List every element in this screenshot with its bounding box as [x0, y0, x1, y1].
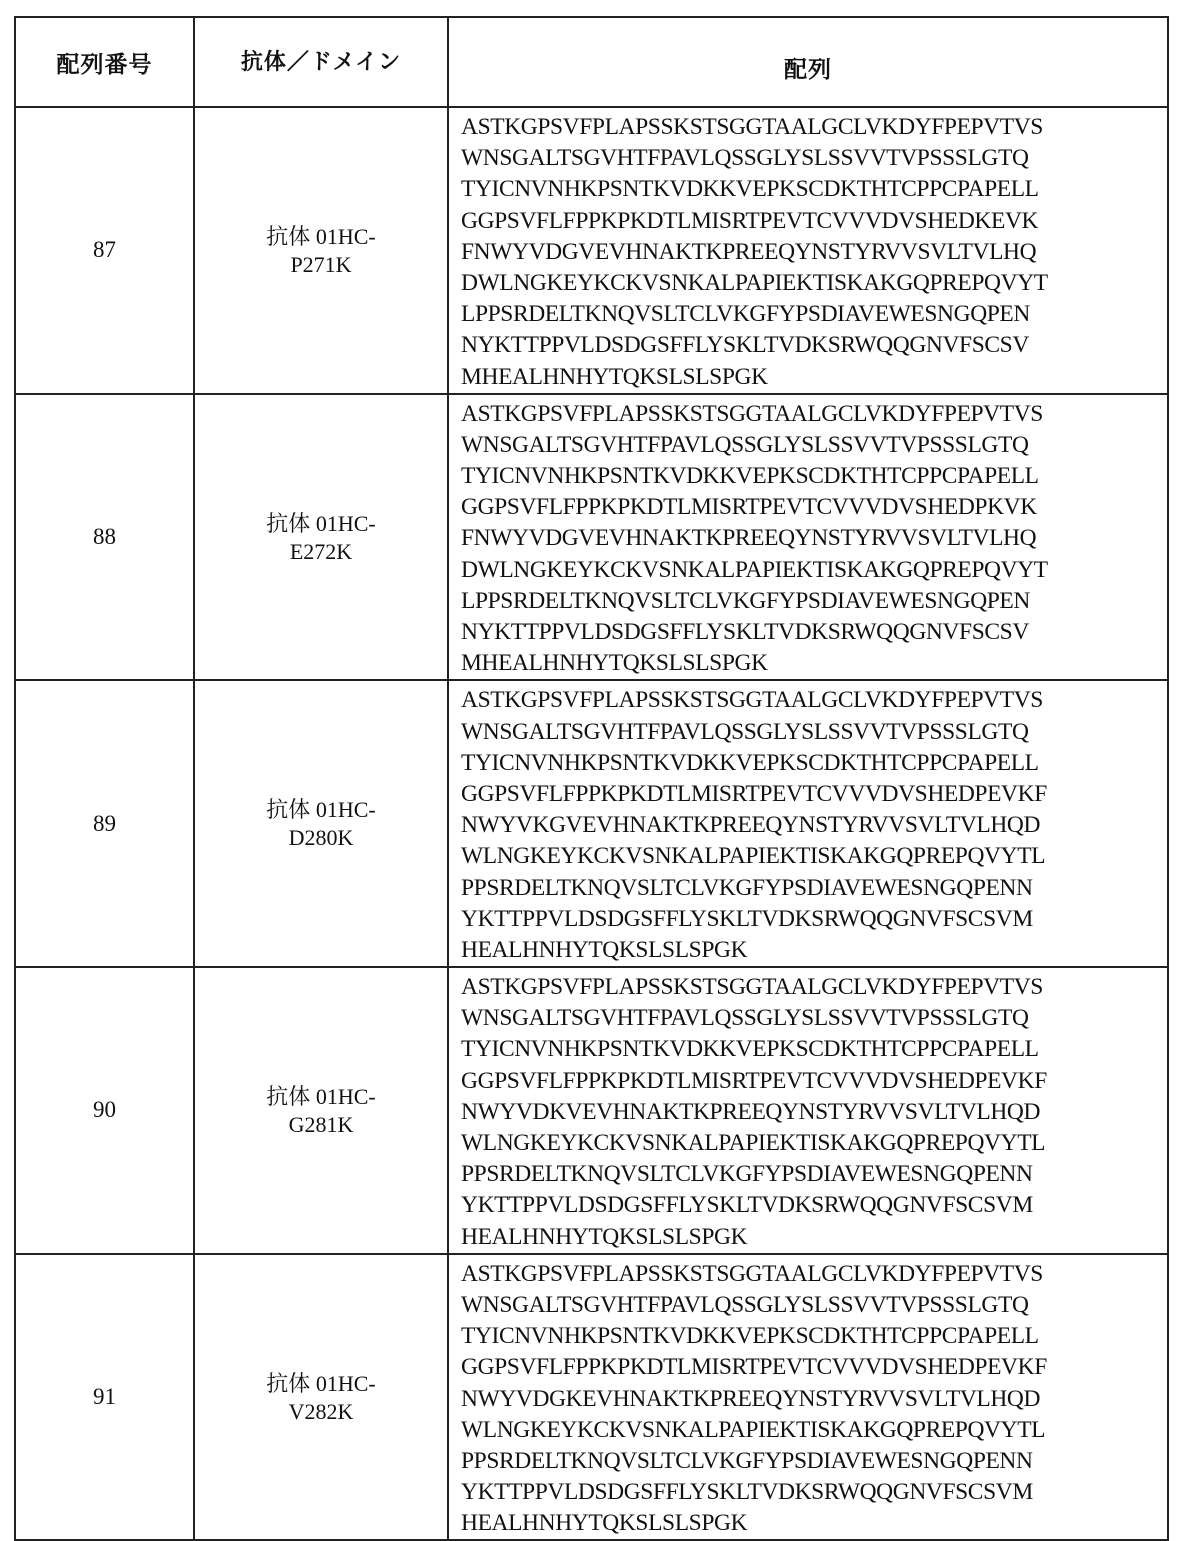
- sequence-line: FNWYVDGVEVHNAKTKPREEQYNSTYRVVSVLTVLHQ: [461, 523, 1167, 554]
- seq-no-cell: 89: [15, 680, 194, 967]
- header-antibody-domain: 抗体／ドメイン: [194, 17, 448, 107]
- sequence-line: TYICNVNHKPSNTKVDKKVEPKSCDKTHTCPPCPAPELL: [461, 1034, 1167, 1065]
- sequence-cell: [448, 394, 1168, 681]
- antibody-name-line2: E272K: [195, 538, 447, 565]
- sequence-line: NWYVDKVEVHNAKTKPREEQYNSTYRVVSVLTVLHQD: [461, 1097, 1167, 1128]
- sequence-line: PPSRDELTKNQVSLTCLVKGFYPSDIAVEWESNGQPENN: [461, 873, 1167, 904]
- sequence-line: WNSGALTSGVHTFPAVLQSSGLYSLSSVVTVPSSSLGTQ: [461, 1290, 1167, 1321]
- antibody-name-line1: 01HC-: [316, 797, 376, 822]
- seq-no-cell: 91: [15, 1254, 194, 1541]
- sequence-cell: [448, 107, 1168, 394]
- sequence-line: MHEALHNHYTQKSLSLSPGK: [461, 648, 1167, 679]
- sequence-line: LPPSRDELTKNQVSLTCLVKGFYPSDIAVEWESNGQPEN: [461, 299, 1167, 330]
- table-body: [15, 107, 1168, 1540]
- sequence-line: HEALHNHYTQKSLSLSPGK: [461, 1508, 1167, 1539]
- antibody-prefix: 抗体: [266, 1372, 310, 1397]
- antibody-cell: [194, 394, 448, 681]
- sequence-line: YKTTPPVLDSDGSFFLYSKLTVDKSRWQQGNVFSCSVM: [461, 904, 1167, 935]
- sequence-line: GGPSVFLFPPKPKDTLMISRTPEVTCVVVDVSHEDPEVKF: [461, 779, 1167, 810]
- antibody-name-line2: G281K: [195, 1111, 447, 1138]
- antibody-prefix: 抗体: [266, 225, 310, 250]
- sequence-line: DWLNGKEYKCKVSNKALPAPIEKTISKAKGQPREPQVYT: [461, 555, 1167, 586]
- sequence-line: WLNGKEYKCKVSNKALPAPIEKTISKAKGQPREPQVYTL: [461, 1128, 1167, 1159]
- sequence-line: WNSGALTSGVHTFPAVLQSSGLYSLSSVVTVPSSSLGTQ: [461, 430, 1167, 461]
- antibody-name-line1: 01HC-: [316, 224, 376, 249]
- sequence-line: PPSRDELTKNQVSLTCLVKGFYPSDIAVEWESNGQPENN: [461, 1159, 1167, 1190]
- sequence-line: TYICNVNHKPSNTKVDKKVEPKSCDKTHTCPPCPAPELL: [461, 461, 1167, 492]
- sequence-cell: [448, 967, 1168, 1254]
- sequence-line: WLNGKEYKCKVSNKALPAPIEKTISKAKGQPREPQVYTL: [461, 841, 1167, 872]
- sequence-line: WNSGALTSGVHTFPAVLQSSGLYSLSSVVTVPSSSLGTQ: [461, 717, 1167, 748]
- sequence-line: GGPSVFLFPPKPKDTLMISRTPEVTCVVVDVSHEDPEVKF: [461, 1066, 1167, 1097]
- antibody-name-line1: 01HC-: [316, 1084, 376, 1109]
- antibody-prefix: 抗体: [266, 512, 310, 537]
- table-row: [15, 1254, 1168, 1541]
- header-row: [15, 17, 1168, 107]
- sequence-line: GGPSVFLFPPKPKDTLMISRTPEVTCVVVDVSHEDKEVK: [461, 206, 1167, 237]
- antibody-cell: [194, 1254, 448, 1541]
- sequence-line: NWYVDGKEVHNAKTKPREEQYNSTYRVVSVLTVLHQD: [461, 1384, 1167, 1415]
- antibody-name-line1: 01HC-: [316, 1371, 376, 1396]
- table-row: [15, 107, 1168, 394]
- sequence-line: ASTKGPSVFPLAPSSKSTSGGTAALGCLVKDYFPEPVTVS: [461, 972, 1167, 1003]
- seq-no-cell: 88: [15, 394, 194, 681]
- antibody-cell: [194, 107, 448, 394]
- sequence-line: ASTKGPSVFPLAPSSKSTSGGTAALGCLVKDYFPEPVTVS: [461, 685, 1167, 716]
- sequence-line: FNWYVDGVEVHNAKTKPREEQYNSTYRVVSVLTVLHQ: [461, 237, 1167, 268]
- table-row: [15, 394, 1168, 681]
- sequence-line: TYICNVNHKPSNTKVDKKVEPKSCDKTHTCPPCPAPELL: [461, 1321, 1167, 1352]
- sequence-line: GGPSVFLFPPKPKDTLMISRTPEVTCVVVDVSHEDPEVKF: [461, 1352, 1167, 1383]
- sequence-line: PPSRDELTKNQVSLTCLVKGFYPSDIAVEWESNGQPENN: [461, 1446, 1167, 1477]
- sequence-line: MHEALHNHYTQKSLSLSPGK: [461, 362, 1167, 393]
- sequence-line: YKTTPPVLDSDGSFFLYSKLTVDKSRWQQGNVFSCSVM: [461, 1477, 1167, 1508]
- sequence-line: NWYVKGVEVHNAKTKPREEQYNSTYRVVSVLTVLHQD: [461, 810, 1167, 841]
- sequence-line: NYKTTPPVLDSDGSFFLYSKLTVDKSRWQQGNVFSCSV: [461, 617, 1167, 648]
- table-row: [15, 680, 1168, 967]
- antibody-name-line1: 01HC-: [316, 511, 376, 536]
- sequence-line: YKTTPPVLDSDGSFFLYSKLTVDKSRWQQGNVFSCSVM: [461, 1190, 1167, 1221]
- sequence-line: HEALHNHYTQKSLSLSPGK: [461, 935, 1167, 966]
- sequence-line: WNSGALTSGVHTFPAVLQSSGLYSLSSVVTVPSSSLGTQ: [461, 1003, 1167, 1034]
- header-seq-no: 配列番号: [15, 17, 194, 107]
- sequence-line: WLNGKEYKCKVSNKALPAPIEKTISKAKGQPREPQVYTL: [461, 1415, 1167, 1446]
- seq-no-cell: 90: [15, 967, 194, 1254]
- antibody-cell: [194, 680, 448, 967]
- header-sequence: 配列: [448, 17, 1168, 107]
- antibody-prefix: 抗体: [266, 1085, 310, 1110]
- antibody-name-line2: D280K: [195, 824, 447, 851]
- sequence-line: ASTKGPSVFPLAPSSKSTSGGTAALGCLVKDYFPEPVTVS: [461, 112, 1167, 143]
- sequence-cell: [448, 680, 1168, 967]
- sequence-line: TYICNVNHKPSNTKVDKKVEPKSCDKTHTCPPCPAPELL: [461, 174, 1167, 205]
- seq-no-cell: 87: [15, 107, 194, 394]
- sequence-line: HEALHNHYTQKSLSLSPGK: [461, 1222, 1167, 1253]
- antibody-prefix: 抗体: [266, 798, 310, 823]
- sequence-line: TYICNVNHKPSNTKVDKKVEPKSCDKTHTCPPCPAPELL: [461, 748, 1167, 779]
- sequence-table: [14, 16, 1169, 1541]
- sequence-line: ASTKGPSVFPLAPSSKSTSGGTAALGCLVKDYFPEPVTVS: [461, 1259, 1167, 1290]
- antibody-cell: [194, 967, 448, 1254]
- table-row: [15, 967, 1168, 1254]
- sequence-line: NYKTTPPVLDSDGSFFLYSKLTVDKSRWQQGNVFSCSV: [461, 330, 1167, 361]
- sequence-line: WNSGALTSGVHTFPAVLQSSGLYSLSSVVTVPSSSLGTQ: [461, 143, 1167, 174]
- antibody-name-line2: V282K: [195, 1398, 447, 1425]
- antibody-name-line2: P271K: [195, 251, 447, 278]
- sequence-line: LPPSRDELTKNQVSLTCLVKGFYPSDIAVEWESNGQPEN: [461, 586, 1167, 617]
- sequence-line: ASTKGPSVFPLAPSSKSTSGGTAALGCLVKDYFPEPVTVS: [461, 399, 1167, 430]
- sequence-cell: [448, 1254, 1168, 1541]
- sequence-line: GGPSVFLFPPKPKDTLMISRTPEVTCVVVDVSHEDPKVK: [461, 492, 1167, 523]
- sequence-line: DWLNGKEYKCKVSNKALPAPIEKTISKAKGQPREPQVYT: [461, 268, 1167, 299]
